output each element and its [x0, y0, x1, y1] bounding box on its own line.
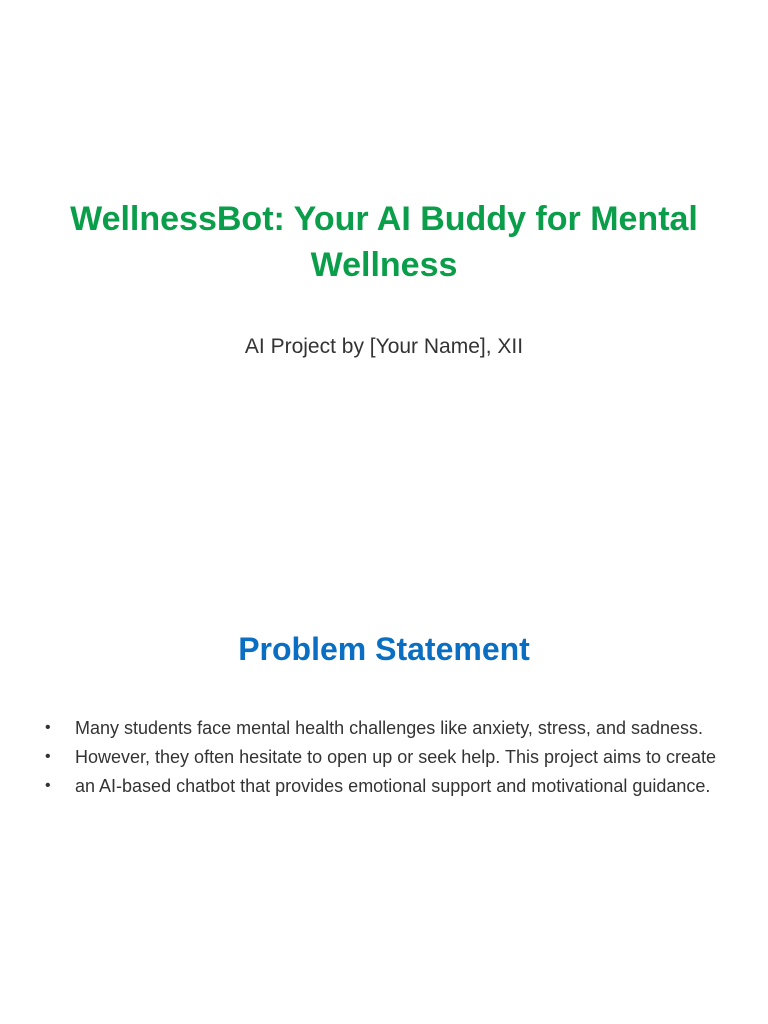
list-item-text: Many students face mental health challenges like anxiety, stress, and sadness.	[75, 718, 704, 738]
list-item	[44, 744, 724, 770]
bullet-icon: •	[45, 719, 51, 736]
list-item-text: an AI-based chatbot that provides emotional support and motivational guidance.	[75, 776, 711, 796]
bullet-list	[44, 715, 724, 802]
problem-statement-slide	[0, 512, 768, 1024]
bullet-icon: •	[45, 777, 51, 794]
slide-subtitle: AI Project by [Your Name], XII	[244, 335, 524, 358]
list-item-text: However, they often hesitate to open up or seek help. This project aims to create	[75, 747, 717, 767]
list-item	[44, 715, 724, 741]
list-item	[44, 773, 724, 799]
section-heading: Problem Statement	[238, 631, 530, 667]
bullet-icon: •	[45, 748, 51, 765]
slide-title: WellnessBot: Your AI Buddy for Mental Wellness	[70, 200, 698, 284]
